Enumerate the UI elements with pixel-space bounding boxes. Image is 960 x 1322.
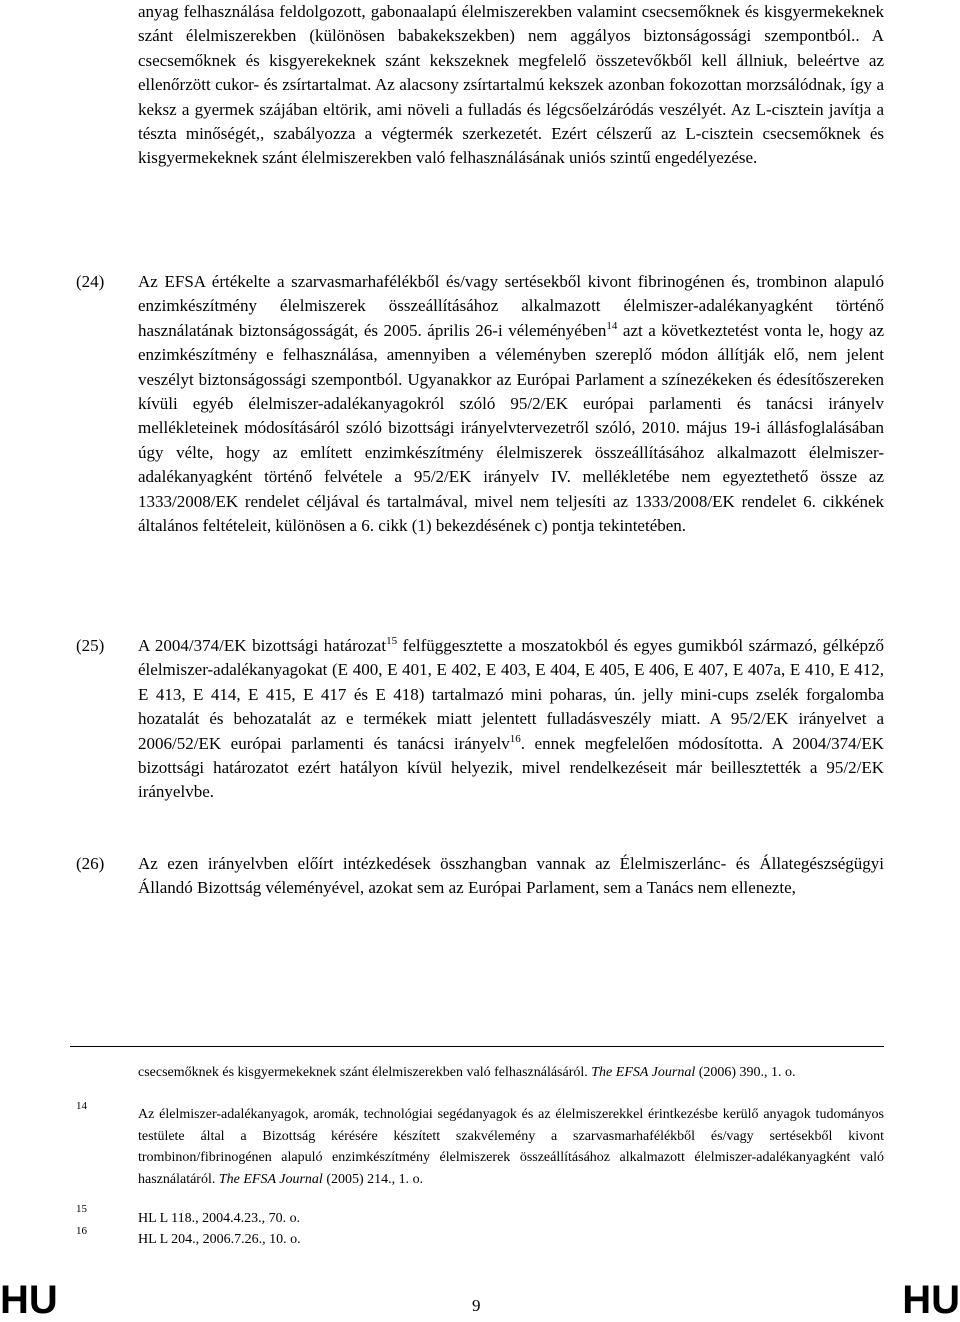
page-number: 9 <box>472 1296 481 1315</box>
footnote-15: HL L 118., 2004.4.23., 70. o. <box>138 1211 301 1226</box>
footnote-text: csecsemőknek és kisgyermekeknek szánt élelmiszerekben való felhasználásáról. <box>138 1065 592 1080</box>
paragraph-number-25: (25) <box>76 636 105 655</box>
footnote-ref-14[interactable]: 14 <box>606 319 618 332</box>
paragraph-number-26: (26) <box>76 854 105 873</box>
paragraph-text: . ennek megfelelően módosította. A 2004/374/EK bizottsági határozatot ezért hatályon kívül helyezik, mivel rendelkezéseit már beillesztették a 95/2/EK irányelvbe. <box>138 733 884 802</box>
footnote-text: Az élelmiszer-adalékanyagok, aromák, technológiai segédanyagok és az élelmiszerekkel érintkezésbe kerülő anyagok tudományos testülete által a Bizottság kérésére készített szakvélemény a szarvasmarhafélékből és/vagy sertésekből kivont trombinon/fibrinogénen alapuló enzimkészítmény élelmiszerek összeállításához alkalmazott élelmiszer-adalékanyagként való használatáról. <box>138 1107 884 1187</box>
footnote-number-14: 14 <box>76 1100 87 1112</box>
footnote-16: HL L 204., 2006.7.26., 10. o. <box>138 1232 301 1247</box>
footnote-text: (2006) 390., 1. o. <box>695 1065 796 1080</box>
footnote-14 <box>138 1104 884 1190</box>
footnote-separator <box>70 1046 884 1047</box>
paragraph-text: felfüggesztette a moszatokból és egyes gumikból származó, gélképző élelmiszer-adalékanyagokat (E 400, E 401, E 402, E 403, E 404, E 405, E 406, E 407, E 407a, E 410, E 412, E 413, E 414, E 415, E 417 és E 418) tartalmazó mini poharas, ún. jelly mini-cups zselék forgalomba hozatalát és behozatalát az e termékek miatt jelentett fulladásveszély miatt. A 95/2/EK irányelvet a 2006/52/EK európai parlamenti és tanácsi irányelv <box>138 636 884 753</box>
paragraph-text: Az EFSA értékelte a szarvasmarhafélékből és/vagy sertésekből kivont fibrinogénen és, trombinon alapuló enzimkészítmény élelmiszerek összeállításához alkalmazott élelmiszer-adalékanyagként történő használatának biztonságosságát, és 2005. április 26-i véleményében <box>138 272 884 340</box>
paragraph-text: anyag felhasználása feldolgozott, gabonaalapú élelmiszerekben valamint csecsemőknek és kisgyermekeknek szánt élelmiszerekben (különösen babakekszekben) nem aggályos biztonságossági szempontból.. A csecsemőknek és kisgyerekeknek szánt kekszeknek megfelelő összetevőkből kell állniuk, beleértve az ellenőrzött cukor- és zsírtartalmat. Az alacsony zsírtartalmú kekszek azonban fokozottan morzsálódnak, így a keksz a gyermek szájában eltörik, ami növeli a fulladás és légcsőelzáródás veszélyét. Az L-cisztein javítja a tészta minőségét,, szabályozza a végtermék szerkezetét. Ezért célszerű az L-cisztein csecsemőknek és kisgyermekeknek szánt élelmiszerekben való felhasználásának uniós szintű engedélyezése. <box>138 2 884 168</box>
footnote-ref-16[interactable]: 16 <box>509 732 521 745</box>
journal-title: The EFSA Journal <box>218 1171 323 1187</box>
paragraph-26 <box>138 852 884 901</box>
footnote-number-15: 15 <box>76 1203 87 1215</box>
paragraph-25 <box>138 634 884 805</box>
paragraph-text: Az ezen irányelvben előírt intézkedések összhangban vannak az Élelmiszerlánc- és Állategészségügyi Állandó Bizottság véleményével, azokat sem az Európai Parlament, sem a Tanács nem ellenezte, <box>138 854 884 898</box>
footer-language-left: HU <box>0 1278 58 1322</box>
footnote-text: (2005) 214., 1. o. <box>322 1171 424 1187</box>
paragraph-24 <box>138 270 884 538</box>
paragraph-text: azt a következtetést vonta le, hogy az enzimkészítmény e felhasználása, amennyiben a véleményben szereplő módon állítják elő, nem jelent veszélyt biztonságossági szempontból. Ugyanakkor az Európai Parlament a színezékeken és édesítőszereken kívüli egyéb élelmiszer-adalékanyagokról szóló 95/2/EK európai parlamenti és tanácsi irányelv mellékleteinek módosításáról szóló bizottsági irányelvtervezetről szóló, 2010. május 19-i állásfoglalásában úgy vélte, hogy az említett enzimkészítmény élelmiszerek összeállításához alkalmazott élelmiszer-adalékanyagként történő felvétele a 95/2/EK irányelv IV. mellékletébe nem egyeztethető össze az 1333/2008/EK rendelet céljával és tartalmával, mivel nem teljesíti az 1333/2008/EK rendelet 6. cikkének általános feltételeit, különösen a 6. cikk (1) bekezdésének c) pontja tekintetében. <box>138 320 884 536</box>
paragraph-continued <box>138 0 884 171</box>
footer-language-right: HU <box>902 1278 960 1322</box>
paragraph-text: A 2004/374/EK bizottsági határozat <box>138 636 387 655</box>
footnote-number-16: 16 <box>76 1225 87 1237</box>
footnote-continued <box>138 1062 884 1084</box>
journal-title: The EFSA Journal <box>591 1065 696 1080</box>
footnote-ref-15[interactable]: 15 <box>386 635 398 647</box>
paragraph-number-24: (24) <box>76 272 105 291</box>
